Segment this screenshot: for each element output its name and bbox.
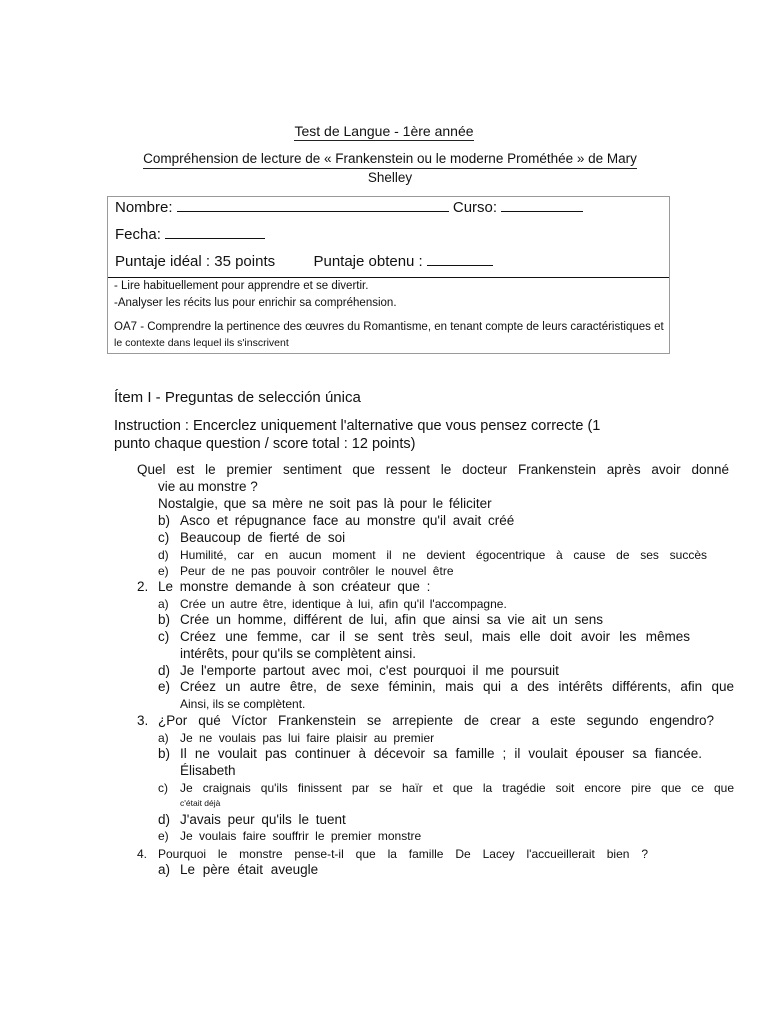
- document-subtitle: [130, 150, 650, 187]
- puntaje-obtenu-field[interactable]: [427, 253, 493, 266]
- q2-option-e-line-1[interactable]: Créez un autre être, de sexe féminin, mais qui a des intérêts différents, afin que: [180, 679, 734, 694]
- nombre-label: Nombre:: [115, 199, 173, 216]
- q1-letter-b: b): [158, 513, 171, 528]
- puntaje-obtenu-label: Puntaje obtenu :: [313, 253, 423, 270]
- q1-option-b[interactable]: Asco et répugnance face au monstre qu'il avait créé: [180, 513, 515, 528]
- fecha-label: Fecha:: [115, 226, 161, 243]
- q2-letter-b: b): [158, 612, 171, 627]
- subtitle-line-2: Shelley: [367, 170, 413, 185]
- q1-option-c[interactable]: Beaucoup de fierté de soi: [180, 530, 346, 545]
- q2-letter-e: e): [158, 679, 171, 694]
- student-info-box: [107, 196, 670, 354]
- q2-text: Le monstre demande à son créateur que :: [158, 579, 431, 594]
- q2-option-c-line-1[interactable]: Créez une femme, car il se sent très seul, mais elle doit avoir les mêmes: [180, 629, 690, 644]
- q1-letter-c: c): [158, 530, 170, 545]
- q4-text: Pourquoi le monstre pense-t-il que la famille De Lacey l'accueillerait bien ?: [158, 847, 648, 861]
- q4-option-a[interactable]: Le père était aveugle: [180, 862, 319, 877]
- q2-option-e-line-2[interactable]: Ainsi, ils se complètent.: [180, 697, 306, 711]
- q2-letter-c: c): [158, 629, 170, 644]
- q3-option-b-line-1[interactable]: Il ne voulait pas continuer à décevoir sa famille ; il voulait épouser sa fiancée.: [180, 746, 702, 761]
- q1-option-e[interactable]: Peur de ne pas pouvoir contrôler le nouvel être: [180, 564, 454, 578]
- q2-option-d[interactable]: Je l'emporte partout avec moi, c'est pourquoi il me poursuit: [180, 663, 559, 678]
- puntaje-row: [115, 253, 493, 270]
- q3-letter-e: e): [158, 829, 169, 843]
- fecha-field[interactable]: [165, 226, 265, 239]
- box-divider: [108, 277, 669, 278]
- q1-text-line-2: vie au monstre ?: [158, 479, 258, 494]
- q4-number: 4.: [137, 847, 148, 861]
- q2-letter-d: d): [158, 663, 171, 678]
- objective-1: - Lire habituellement pour apprendre et se divertir.: [114, 280, 369, 292]
- q2-option-b[interactable]: Crée un homme, différent de lui, afin que ainsi sa vie ait un sens: [180, 612, 603, 627]
- instruction: [114, 417, 634, 453]
- q3-number: 3.: [137, 713, 149, 728]
- q3-text: ¿Por qué Víctor Frankenstein se arrepiente de crear a este segundo engendro?: [158, 713, 714, 728]
- q1-option-d[interactable]: Humilité, car en aucun moment il ne devient égocentrique à cause de ses succès: [180, 548, 707, 562]
- oa7-line-2: le contexte dans lequel ils s'inscrivent: [114, 337, 289, 349]
- q3-letter-b: b): [158, 746, 171, 761]
- q1-option-a[interactable]: Nostalgie, que sa mère ne soit pas là pour le féliciter: [158, 496, 492, 511]
- q3-option-e[interactable]: Je voulais faire souffrir le premier monstre: [180, 829, 422, 843]
- q2-option-a[interactable]: Crée un autre être, identique à lui, afin qu'il l'accompagne.: [180, 597, 507, 611]
- q3-option-a[interactable]: Je ne voulais pas lui faire plaisir au premier: [180, 731, 435, 745]
- subtitle-line-1: Compréhension de lecture de « Frankenstein ou le moderne Prométhée » de Mary: [143, 150, 637, 169]
- oa7-line-1: OA7 - Comprendre la pertinence des œuvres du Romantisme, en tenant compte de leurs caractéristiques et: [114, 321, 664, 333]
- nombre-row: [115, 199, 583, 216]
- puntaje-ideal: Puntaje idéal : 35 points: [115, 253, 276, 270]
- q2-letter-a: a): [158, 597, 169, 611]
- section-title: Ítem I - Preguntas de selección única: [114, 389, 361, 406]
- q3-letter-c: c): [158, 781, 168, 795]
- q3-letter-d: d): [158, 812, 171, 827]
- q1-letter-e: e): [158, 564, 169, 578]
- q1-text-line-1: Quel est le premier sentiment que ressent le docteur Frankenstein après avoir donné: [137, 462, 729, 477]
- q1-letter-d: d): [158, 548, 169, 562]
- q2-number: 2.: [137, 579, 149, 594]
- nombre-field[interactable]: [177, 199, 449, 212]
- q3-letter-a: a): [158, 731, 169, 745]
- curso-field[interactable]: [501, 199, 583, 212]
- q3-option-c-line-2[interactable]: c'était déjà: [180, 798, 221, 808]
- instruction-line-1: Instruction : Encerclez uniquement l'alternative que vous pensez correcte (1: [114, 418, 601, 434]
- q3-option-c-line-1[interactable]: Je craignais qu'ils finissent par se haïr et que la tragédie soit encore pire que ce que: [180, 781, 734, 795]
- q4-letter-a: a): [158, 862, 171, 877]
- q2-option-c-line-2[interactable]: intérêts, pour qu'ils se complètent ainsi.: [180, 646, 416, 661]
- q3-option-d[interactable]: J'avais peur qu'ils le tuent: [180, 812, 346, 827]
- document-title: Test de Langue - 1ère année: [294, 123, 474, 139]
- objective-2: -Analyser les récits lus pour enrichir sa compréhension.: [114, 297, 397, 309]
- fecha-row: [115, 226, 265, 243]
- q3-option-b-line-2[interactable]: Élisabeth: [180, 763, 236, 778]
- curso-label: Curso:: [452, 199, 498, 216]
- instruction-line-2: punto chaque question / score total : 12 points): [114, 436, 416, 452]
